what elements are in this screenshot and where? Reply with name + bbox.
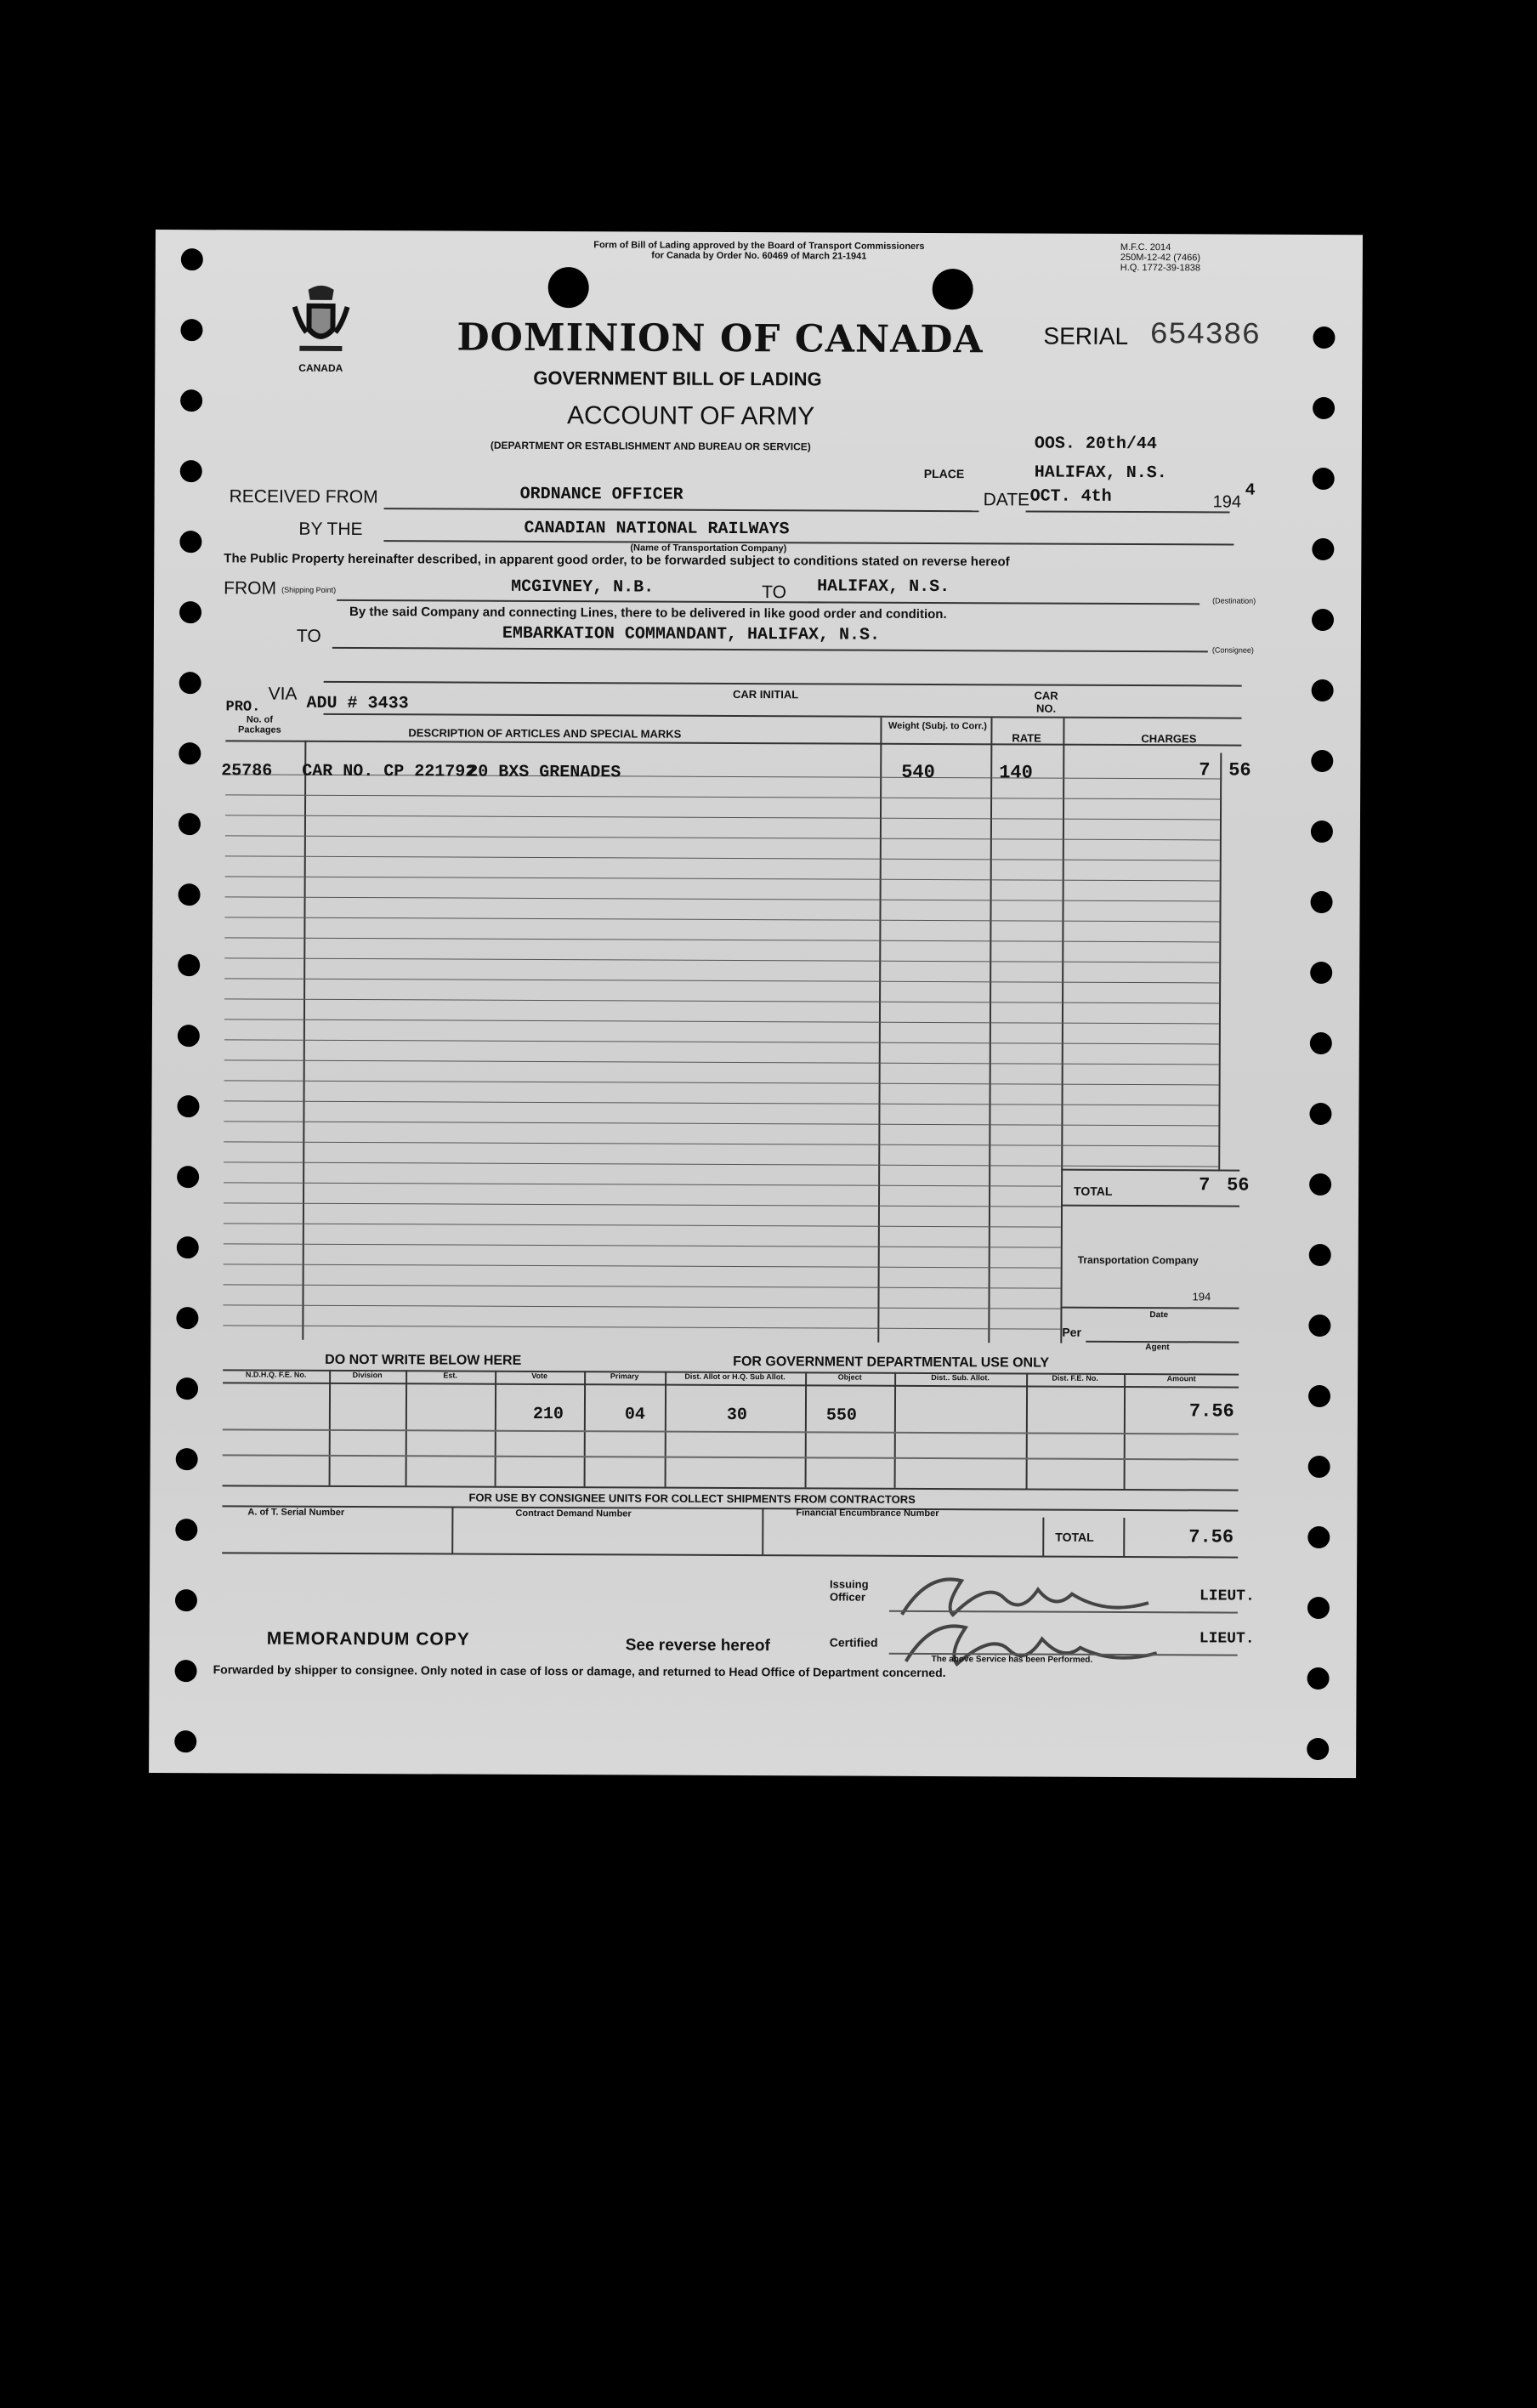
- year-prefix: 194: [1212, 492, 1242, 512]
- agent-label: Agent: [1145, 1343, 1170, 1353]
- acct-total-label: TOTAL: [1055, 1530, 1094, 1544]
- account-caption: (DEPARTMENT OR ESTABLISHMENT AND BUREAU OR SERVICE): [490, 439, 811, 453]
- perforation-hole-icon: [177, 1236, 199, 1258]
- acct-col-header: Dist. Allot or H.Q. Sub Allot.: [684, 1372, 786, 1382]
- ruled-line: [225, 794, 1220, 799]
- do-not-write-heading: DO NOT WRITE BELOW HERE: [325, 1352, 522, 1368]
- perforation-hole-icon: [180, 389, 202, 412]
- ruled-line: [225, 876, 1220, 881]
- ruled-line: [224, 1100, 1219, 1105]
- approval-note: Form of Bill of Lading approved by the Board of Transport Commissioners for Canada by Order No. 60469 of March 21-1941: [593, 240, 925, 262]
- to-value: HALIFAX, N.S.: [817, 576, 950, 598]
- perforation-hole-icon: [180, 460, 202, 482]
- perforation-hole-icon: [1312, 538, 1334, 560]
- serial-number: 654386: [1149, 317, 1261, 353]
- ruled-line: [224, 937, 1219, 942]
- perforation-hole-icon: [176, 1307, 198, 1329]
- perforation-hole-icon: [179, 531, 201, 553]
- certified-label: Certified: [829, 1635, 878, 1650]
- col-charges-header: CHARGES: [1141, 732, 1197, 746]
- ruled-line: [225, 896, 1220, 901]
- perforation-hole-icon: [1307, 1597, 1330, 1619]
- cons-col-contract: Contract Demand Number: [515, 1508, 632, 1519]
- consignee-value: EMBARKATION COMMANDANT, HALIFAX, N.S.: [502, 623, 881, 645]
- ruled-line: [224, 1019, 1219, 1024]
- date-label: DATE: [983, 490, 1030, 510]
- perforation-hole-icon: [1312, 609, 1334, 631]
- perforation-hole-icon: [1309, 1244, 1331, 1266]
- perforation-hole-icon: [1311, 750, 1333, 772]
- row-rate: 140: [999, 762, 1033, 784]
- perforation-hole-icon: [1313, 397, 1335, 419]
- cons-col-financial: Financial Encumbrance Number: [796, 1508, 939, 1519]
- perforation-hole-icon: [1307, 1738, 1329, 1760]
- ruled-line: [224, 1121, 1218, 1126]
- transport-year-label: 194: [1192, 1290, 1211, 1303]
- perforation-hole-icon: [1310, 1032, 1332, 1054]
- place-line-2: HALIFAX, N.S.: [1034, 463, 1167, 484]
- certified-caption: The above Service has been Performed.: [931, 1654, 1093, 1665]
- acct-col-rule: [894, 1372, 897, 1488]
- perforation-hole-icon: [179, 601, 201, 623]
- ruled-line: [223, 1304, 1060, 1309]
- col-rate-header: RATE: [1012, 731, 1041, 745]
- received-from-label: RECEIVED FROM: [229, 486, 378, 508]
- ruled-line: [224, 917, 1219, 922]
- received-from-value: ORDNANCE OFFICER: [519, 484, 683, 505]
- car-no-label: CAR NO.: [1034, 689, 1058, 715]
- ruled-line: [224, 1202, 1061, 1207]
- col-description-header: DESCRIPTION OF ARTICLES AND SPECIAL MARKS: [408, 726, 682, 741]
- gov-use-heading: FOR GOVERNMENT DEPARTMENTAL USE ONLY: [733, 1354, 1050, 1371]
- crest-caption: CANADA: [298, 361, 343, 374]
- col-packages-header: No. of Packages: [238, 714, 281, 735]
- acct-col-header: Est.: [443, 1371, 457, 1380]
- ruled-line: [224, 978, 1219, 983]
- perforation-hole-icon: [1308, 1385, 1330, 1407]
- acct-col-rule: [665, 1372, 667, 1487]
- perforation-hole-icon: [179, 813, 201, 835]
- issuing-rank: LIEUT.: [1199, 1587, 1255, 1605]
- perforation-hole-icon: [175, 1519, 197, 1541]
- ruled-line: [224, 1141, 1218, 1146]
- acct-object-value: 550: [825, 1406, 857, 1426]
- acct-col-header: Amount: [1166, 1374, 1196, 1383]
- shipping-point-caption: (Shipping Point): [281, 585, 337, 594]
- acct-col-header: N.D.H.Q. F.E. No.: [245, 1370, 307, 1379]
- ruled-line: [224, 1059, 1219, 1065]
- form-codes: M.F.C. 2014 250M-12-42 (7466) H.Q. 1772-39-1838: [1120, 241, 1201, 274]
- document-title: DOMINION OF CANADA: [457, 315, 984, 362]
- acct-col-header: Vote: [531, 1371, 548, 1381]
- acct-dist-value: 30: [726, 1405, 747, 1426]
- from-label: FROM: [224, 578, 277, 599]
- row-weight: 540: [901, 761, 935, 784]
- perforation-hole-icon: [175, 1589, 197, 1611]
- total-cents: 56: [1227, 1174, 1250, 1196]
- memorandum-copy-label: MEMORANDUM COPY: [266, 1628, 470, 1650]
- ruled-line: [224, 1182, 1061, 1186]
- perforation-hole-icon: [1309, 1173, 1331, 1195]
- year-suffix: 4: [1245, 480, 1256, 501]
- perforation-hole-icon: [178, 954, 200, 976]
- perforation-hole-icon: [176, 1448, 198, 1470]
- acct-col-rule: [1026, 1372, 1029, 1488]
- pro-label: PRO.: [225, 699, 261, 716]
- via-label: VIA: [268, 684, 298, 704]
- ruled-line: [225, 855, 1220, 860]
- perforation-hole-icon: [177, 1166, 199, 1188]
- place-label: PLACE: [923, 466, 965, 481]
- ruled-line: [224, 1284, 1061, 1288]
- perforation-hole-icon: [177, 1095, 199, 1117]
- transportation-company-label: Transportation Company: [1077, 1253, 1199, 1267]
- issuing-officer-label: Issuing Officer: [829, 1577, 869, 1604]
- via-value: ADU # 3433: [306, 693, 409, 714]
- row-charges-cents: 56: [1228, 759, 1251, 781]
- acct-col-header: Division: [352, 1371, 383, 1380]
- total-label: TOTAL: [1074, 1184, 1113, 1198]
- acct-col-header: Primary: [610, 1372, 639, 1381]
- row-car-number: CAR NO. CP 221792: [302, 761, 476, 782]
- perforation-hole-icon: [174, 1730, 196, 1752]
- perforation-hole-icon: [178, 1025, 200, 1047]
- ruled-line: [224, 998, 1219, 1003]
- ruled-line: [224, 1039, 1219, 1044]
- car-initial-label: CAR INITIAL: [732, 687, 799, 701]
- ruled-line: [225, 815, 1220, 820]
- perforation-hole-icon: [1307, 1526, 1330, 1548]
- ruled-line: [223, 1325, 1060, 1329]
- consignee-units-heading: FOR USE BY CONSIGNEE UNITS FOR COLLECT SHIPMENTS FROM CONTRACTORS: [468, 1491, 916, 1506]
- acct-primary-value: 04: [624, 1405, 645, 1425]
- acct-vote-value: 210: [532, 1404, 564, 1425]
- coat-of-arms-icon: [291, 281, 350, 358]
- cons-col-serial: A. of T. Serial Number: [247, 1507, 345, 1518]
- acct-col-rule: [495, 1371, 497, 1486]
- acct-col-rule: [1124, 1373, 1126, 1489]
- canada-crest: [282, 281, 359, 374]
- perforation-hole-icon: [1311, 821, 1333, 843]
- perforation-hole-icon: [176, 1377, 198, 1400]
- ruled-line: [224, 1243, 1061, 1247]
- acct-col-header: Dist.. Sub. Allot.: [931, 1372, 990, 1383]
- certified-rank: LIEUT.: [1199, 1630, 1255, 1648]
- total-dollars: 7: [1199, 1174, 1211, 1196]
- acct-col-header: Object: [837, 1372, 862, 1382]
- acct-col-header: Dist. F.E. No.: [1052, 1373, 1098, 1383]
- perforation-hole-icon: [1310, 962, 1332, 984]
- see-reverse-label: See reverse hereof: [625, 1636, 770, 1656]
- perforation-hole-icon: [1313, 468, 1335, 490]
- acct-col-rule: [329, 1370, 332, 1485]
- perforation-hole-icon: [1313, 327, 1335, 349]
- serial-label: SERIAL: [1043, 322, 1129, 349]
- row-charges-dollars: 7: [1199, 759, 1211, 781]
- perforation-hole-icon: [179, 672, 201, 694]
- perforation-left: [156, 230, 1363, 235]
- ruled-line: [224, 957, 1219, 963]
- connecting-lines-text: By the said Company and connecting Lines, there to be delivered in like good order and condition.: [349, 604, 947, 622]
- binder-hole-icon: [548, 267, 589, 308]
- forwarded-note: Forwarded by shipper to consignee. Only noted in case of loss or damage, and returned to Head Office of Department concerned.: [213, 1662, 946, 1680]
- row-packages: 25786: [221, 761, 273, 781]
- ruled-line: [224, 1264, 1061, 1268]
- acct-col-rule: [805, 1372, 808, 1487]
- company-caption: (Name of Transportation Company): [630, 542, 787, 554]
- to-label: TO: [762, 582, 786, 603]
- ruled-line: [225, 835, 1220, 840]
- acct-total-value: 7.56: [1188, 1526, 1234, 1548]
- perforation-hole-icon: [181, 248, 203, 270]
- acct-col-rule: [406, 1370, 408, 1485]
- perforation-hole-icon: [1311, 891, 1333, 913]
- ruled-line: [224, 1080, 1219, 1085]
- perforation-hole-icon: [1309, 1103, 1331, 1125]
- from-value: MCGIVNEY, N.B.: [511, 576, 655, 598]
- row-description: 20 BXS GRENADES: [468, 762, 621, 783]
- perforation-hole-icon: [1308, 1456, 1330, 1478]
- per-label: Per: [1062, 1325, 1081, 1339]
- transport-date-label: Date: [1149, 1310, 1169, 1320]
- perforation-hole-icon: [1312, 679, 1334, 701]
- perforation-hole-icon: [175, 1660, 197, 1682]
- date-value: OCT. 4th: [1029, 486, 1112, 507]
- perforation-hole-icon: [1308, 1315, 1330, 1337]
- carrier-value: CANADIAN NATIONAL RAILWAYS: [524, 518, 790, 540]
- acct-amount-value: 7.56: [1188, 1400, 1234, 1423]
- perforation-hole-icon: [179, 883, 201, 906]
- destination-caption: (Destination): [1212, 596, 1256, 605]
- place-line-1: OOS. 20th/44: [1034, 434, 1157, 455]
- perforation-hole-icon: [1307, 1667, 1330, 1690]
- account-of: ACCOUNT OF ARMY: [566, 401, 815, 431]
- perforation-right: [156, 230, 1363, 235]
- binder-hole-icon: [933, 269, 973, 310]
- col-weight-header: Weight (Subj. to Corr.): [888, 720, 987, 732]
- ruled-line: [224, 1223, 1061, 1227]
- consignee-label: TO: [296, 626, 321, 646]
- public-property-text: The Public Property hereinafter described, in apparent good order, to be forwarded subject to conditions stated on reverse hereof: [224, 551, 1010, 570]
- item-ruled-lines: [156, 230, 1363, 235]
- perforation-hole-icon: [179, 742, 201, 764]
- consignee-caption: (Consignee): [1211, 645, 1254, 655]
- acct-col-rule: [584, 1371, 587, 1486]
- perforation-hole-icon: [180, 319, 202, 341]
- by-the-label: BY THE: [298, 519, 363, 540]
- document-subtitle: GOVERNMENT BILL OF LADING: [533, 366, 822, 390]
- bill-of-lading-document: [149, 230, 1363, 1778]
- ruled-line: [224, 1161, 1218, 1167]
